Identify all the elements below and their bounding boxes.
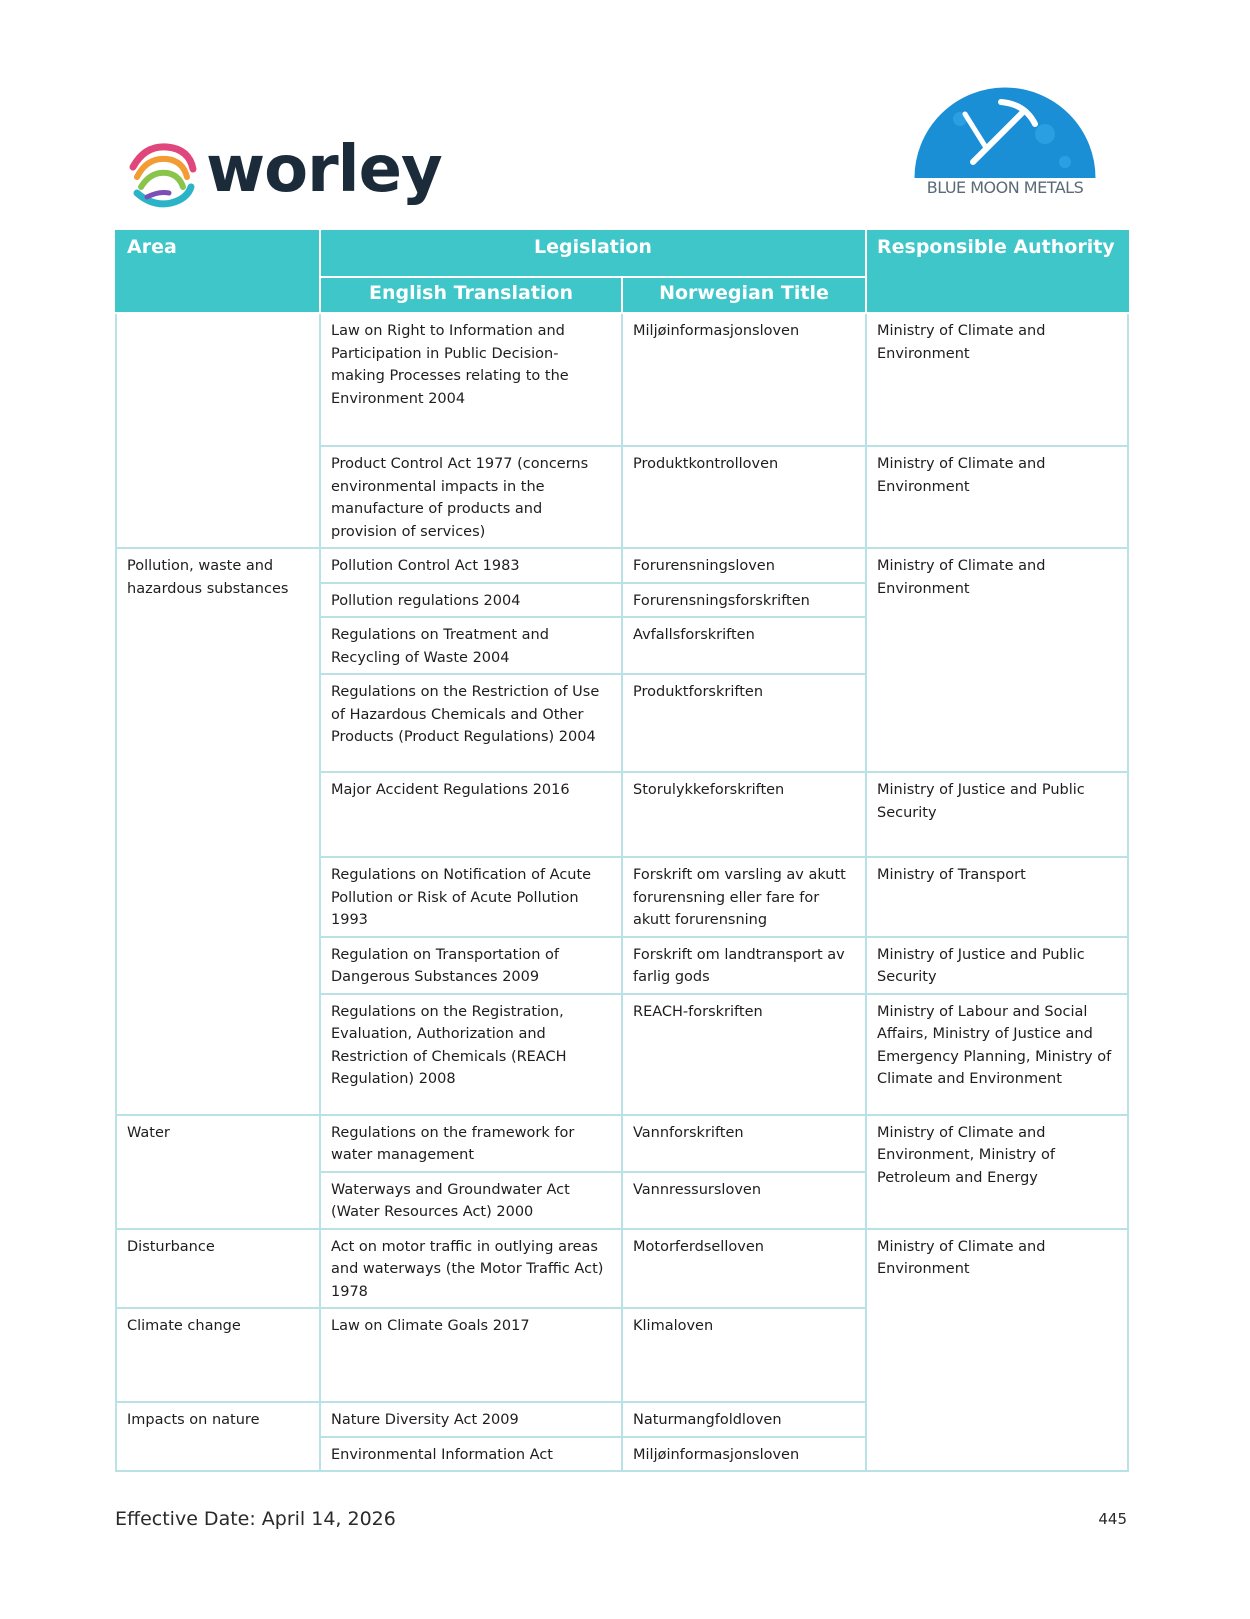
english-cell: Regulation on Transportation of Dangerous Substances 2009 [320,937,622,994]
authority-cell: Ministry of Labour and Social Affairs, Ministry of Justice and Emergency Planning, Ministry of Climate and Environment [866,994,1128,1115]
area-cell: Impacts on nature [116,1402,320,1471]
norwegian-cell: Forskrift om landtransport av farlig gods [622,937,866,994]
moon-pickaxe-icon [905,74,1105,178]
page-number: 445 [1098,1510,1127,1528]
authority-cell: Ministry of Climate and Environment [866,548,1128,772]
legislation-table [115,230,1129,1472]
authority-cell: Ministry of Justice and Public Security [866,937,1128,994]
header-responsible-authority: Responsible Authority [866,231,1128,313]
area-cell: Climate change [116,1308,320,1402]
effective-date: Effective Date: April 14, 2026 [115,1508,396,1530]
english-cell: Product Control Act 1977 (concerns environmental impacts in the manufacture of products and provision of services) [320,446,622,548]
norwegian-cell: Miljøinformasjonsloven [622,313,866,446]
english-cell: Law on Right to Information and Participation in Public Decision-making Processes relating to the Environment 2004 [320,313,622,446]
authority-cell: Ministry of Justice and Public Security [866,772,1128,857]
english-cell: Regulations on Notification of Acute Pollution or Risk of Acute Pollution 1993 [320,857,622,937]
english-cell: Law on Climate Goals 2017 [320,1308,622,1402]
norwegian-cell: Motorferdselloven [622,1229,866,1309]
norwegian-cell: Forurensningsforskriften [622,583,866,618]
english-cell: Waterways and Groundwater Act (Water Resources Act) 2000 [320,1172,622,1229]
worley-logo [125,132,442,212]
page-footer [115,1508,1127,1538]
english-cell: Environmental Information Act [320,1437,622,1472]
english-cell: Act on motor traffic in outlying areas and waterways (the Motor Traffic Act) 1978 [320,1229,622,1309]
table-row [116,548,1128,583]
area-cell: Disturbance [116,1229,320,1309]
english-cell: Regulations on Treatment and Recycling of Waste 2004 [320,617,622,674]
norwegian-cell: Vannforskriften [622,1115,866,1172]
english-cell: Major Accident Regulations 2016 [320,772,622,857]
worley-swirl-icon [125,137,200,212]
area-cell: Pollution, waste and hazardous substances [116,548,320,1115]
norwegian-cell: REACH-forskriften [622,994,866,1115]
table-row [116,313,1128,446]
blue-moon-metals-logo [905,74,1105,204]
norwegian-cell: Klimaloven [622,1308,866,1402]
area-cell [116,313,320,548]
norwegian-cell: Produktkontrolloven [622,446,866,548]
english-cell: Pollution regulations 2004 [320,583,622,618]
norwegian-cell: Avfallsforskriften [622,617,866,674]
blue-moon-metals-wordmark: BLUE MOON METALS [926,178,1084,197]
header-english-translation: English Translation [320,277,622,313]
header-area: Area [116,231,320,313]
authority-cell: Ministry of Climate and Environment [866,1229,1128,1472]
norwegian-cell: Forskrift om varsling av akutt forurensning eller fare for akutt forurensning [622,857,866,937]
english-cell: Regulations on the Registration, Evaluation, Authorization and Restriction of Chemicals (REACH Regulation) 2008 [320,994,622,1115]
norwegian-cell: Produktforskriften [622,674,866,772]
area-cell: Water [116,1115,320,1229]
english-cell: Pollution Control Act 1983 [320,548,622,583]
english-cell: Regulations on the framework for water management [320,1115,622,1172]
english-cell: Regulations on the Restriction of Use of Hazardous Chemicals and Other Products (Product Regulations) 2004 [320,674,622,772]
worley-wordmark: worley [206,132,442,207]
norwegian-cell: Forurensningsloven [622,548,866,583]
authority-cell: Ministry of Climate and Environment, Ministry of Petroleum and Energy [866,1115,1128,1229]
authority-cell: Ministry of Climate and Environment [866,313,1128,446]
norwegian-cell: Naturmangfoldloven [622,1402,866,1437]
page-header [0,0,1250,230]
authority-cell: Ministry of Transport [866,857,1128,937]
table-row [116,1115,1128,1172]
norwegian-cell: Miljøinformasjonsloven [622,1437,866,1472]
authority-cell: Ministry of Climate and Environment [866,446,1128,548]
english-cell: Nature Diversity Act 2009 [320,1402,622,1437]
norwegian-cell: Vannressursloven [622,1172,866,1229]
header-norwegian-title: Norwegian Title [622,277,866,313]
header-legislation: Legislation [320,231,866,277]
table-row [116,1229,1128,1309]
norwegian-cell: Storulykkeforskriften [622,772,866,857]
